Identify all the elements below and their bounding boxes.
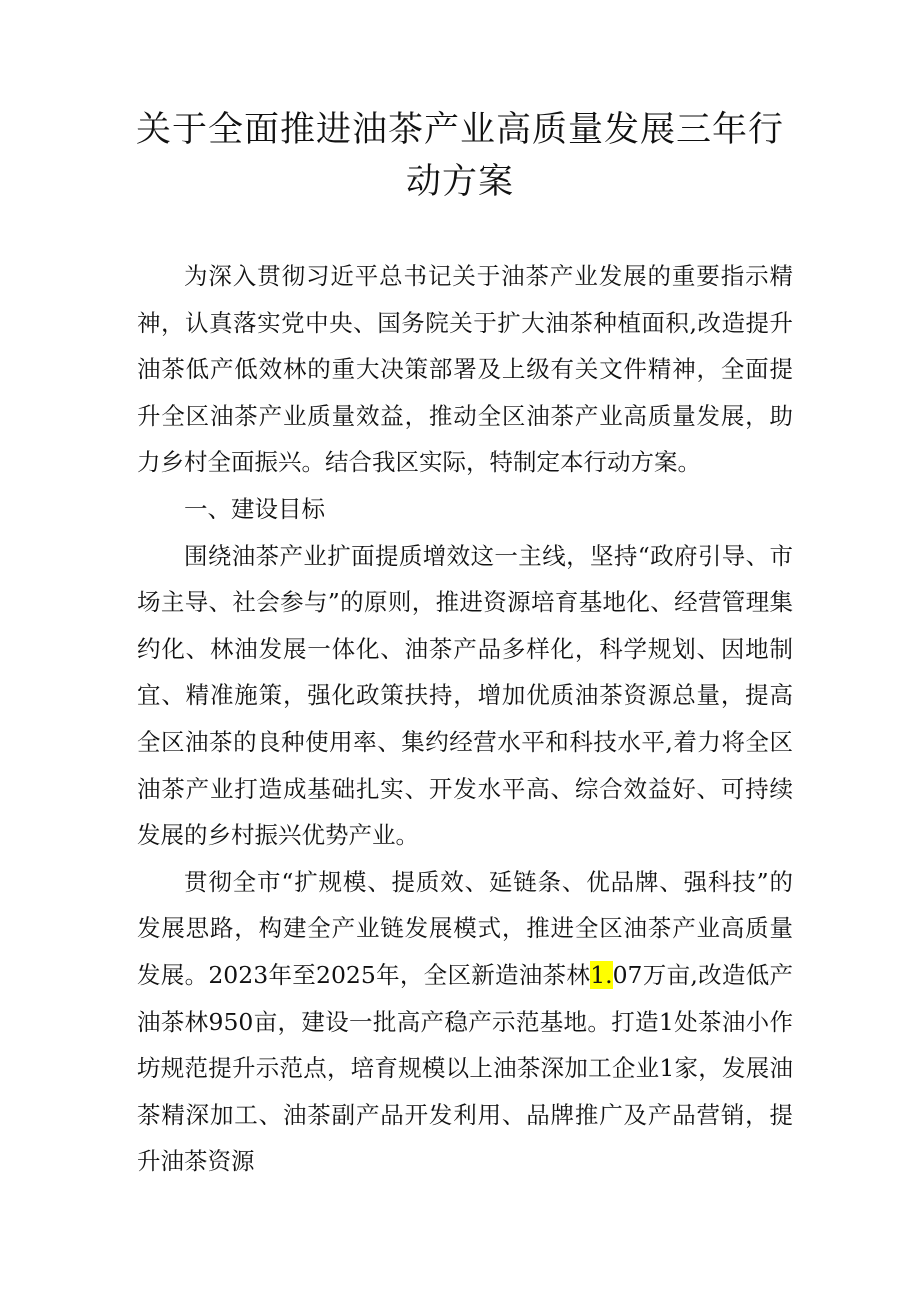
paragraph-main-line: 围绕油茶产业扩面提质增效这一主线，坚持“政府引导、市场主导、社会参与”的原则，推进资源培育基地化、经营管理集约化、林油发展一体化、油茶产品多样化，科学规划、因地制宜、精准施策，强化政策扶持，增加优质油茶资源总量，提高全区油茶的良种使用率、集约经营水平和科技水平,着力将全区油茶产业打造成基础扎实、开发水平高、综合效益好、可持续发展的乡村振兴优势产业。 [137,541,793,850]
highlighted-number: 1. [590,960,613,989]
paragraph-targets [137,859,793,1185]
title-line-1: 关于全面推进油茶产业高质量发展三年行 [135,110,784,150]
section-heading-goals: 一、建设目标 [184,494,325,523]
title-line-2: 动方案 [405,162,514,202]
targets-text-after: 07万亩,改造低产油茶林950亩，建设一批高产稳产示范基地。打造1处茶油小作坊规范提升示范点，培育规模以上油茶深加工企业1家，发展油茶精深加工、油茶副产品开发利用、品牌推广及产品营销，提升油茶资源 [137,960,793,1176]
document-title [120,104,800,208]
targets-text-before: 贯彻全市“扩规模、提质效、延链条、优品牌、强科技”的发展思路，构建全产业链发展模式，推进全区油茶产业高质量发展。2023年至2025年，全区新造油茶林 [137,867,793,989]
paragraph-intro: 为深入贯彻习近平总书记关于油茶产业发展的重要指示精神，认真落实党中央、国务院关于扩大油茶种植面积,改造提升油茶低产低效林的重大决策部署及上级有关文件精神，全面提升全区油茶产业质量效益，推动全区油茶产业高质量发展，助力乡村全面振兴。结合我区实际，特制定本行动方案。 [137,262,793,477]
document-body [137,253,793,1185]
